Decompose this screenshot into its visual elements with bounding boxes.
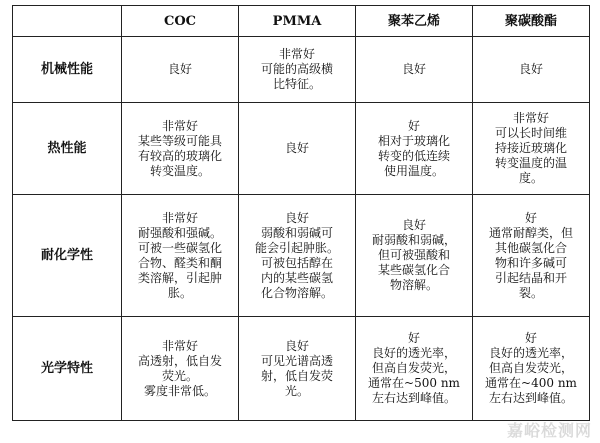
cell-line: 高透射，低自发 [137, 353, 222, 368]
cell-line: 胀。 [167, 285, 192, 300]
cell-line: 但可被强酸和 [377, 248, 450, 262]
cell-line: 好 [524, 210, 537, 225]
cell-line: 比特征。 [272, 77, 321, 91]
cell-line: 良好 [284, 338, 309, 353]
header-corner [13, 6, 122, 37]
cell-line: 好 [524, 331, 537, 345]
cell-line: 良好的透光率， [371, 346, 456, 360]
cell-line: 可被包括醇在 [260, 255, 333, 270]
cell-chemical-pmma [239, 195, 356, 317]
cell-line: 左右达到峰值。 [371, 391, 456, 405]
table-row-mechanical [13, 37, 590, 103]
cell-line: 相对于玻璃化 [377, 133, 450, 148]
cell-line: 通常在~400 nm [485, 376, 577, 390]
cell-line: 某些等级可能具 [137, 133, 222, 148]
cell-chemical-polycarbonate [473, 195, 590, 317]
cell-line: 转变的低连续 [377, 148, 450, 163]
cell-thermal-coc [122, 103, 239, 195]
cell-line: 物溶解。 [389, 278, 438, 292]
cell-line: 非常好 [161, 338, 198, 353]
cell-chemical-polystyrene [356, 195, 473, 317]
row-label-thermal: 热性能 [13, 103, 122, 195]
cell-line: 可能的高级横 [260, 62, 333, 76]
cell-optical-polycarbonate [473, 317, 590, 421]
cell-line: 通常耐醇类，但 [488, 225, 573, 240]
cell-line: 非常好 [512, 111, 549, 125]
cell-line: 非常好 [161, 210, 198, 225]
cell-thermal-polycarbonate [473, 103, 590, 195]
cell-line: 物和许多碱可 [494, 255, 567, 270]
cell-line: 转变温度的温 [494, 156, 567, 170]
header-pmma: PMMA [239, 6, 356, 37]
table-row-thermal [13, 103, 590, 195]
cell-thermal-polystyrene [356, 103, 473, 195]
cell-line: 裂。 [518, 285, 543, 300]
row-label-optical: 光学特性 [13, 317, 122, 421]
cell-line: 度。 [518, 171, 543, 185]
cell-mechanical-polycarbonate [473, 37, 590, 103]
cell-line: 使用温度。 [383, 163, 444, 178]
cell-line: 弱酸和弱碱可 [260, 225, 333, 240]
cell-line: 但高自发荧光， [371, 361, 456, 375]
cell-line: 转变温度。 [149, 163, 210, 178]
cell-line: 雾度非常低。 [143, 383, 216, 398]
row-label-chemical: 耐化学性 [13, 195, 122, 317]
cell-line: 其他碳氢化合 [494, 240, 567, 255]
cell-line: 良好 [284, 210, 309, 225]
table-row-chemical [13, 195, 590, 317]
cell-line: 可以长时间维 [494, 126, 567, 140]
header-polycarbonate: 聚碳酸酯 [473, 6, 590, 37]
cell-optical-pmma [239, 317, 356, 421]
cell-mechanical-pmma [239, 37, 356, 103]
cell-line: 引起结晶和开 [494, 270, 567, 285]
cell-line: 可被一些碳氢化 [137, 240, 222, 255]
cell-line: 某些碳氢化合 [377, 263, 450, 277]
cell-line: 耐弱酸和弱碱， [371, 233, 456, 247]
cell-line: 良好 [518, 62, 543, 76]
cell-line: 但高自发荧光， [488, 361, 573, 375]
cell-line: 通常在~500 nm [368, 376, 460, 390]
table-row-optical [13, 317, 590, 421]
cell-line: 良好 [284, 141, 309, 155]
cell-line: 合物、醛类和酮 [137, 255, 222, 270]
cell-line: 持接近玻璃化 [494, 141, 567, 155]
cell-line: 类溶解，引起肿 [137, 270, 222, 285]
watermark: 嘉峪检测网 [506, 421, 592, 440]
cell-thermal-pmma [239, 103, 356, 195]
cell-line: 良好 [401, 218, 426, 232]
header-row [13, 6, 590, 37]
cell-line: 良好的透光率， [488, 346, 573, 360]
cell-line: 内的某些碳氢 [260, 270, 333, 285]
cell-line: 好 [407, 118, 420, 133]
cell-line: 左右达到峰值。 [488, 391, 573, 405]
header-polystyrene: 聚苯乙烯 [356, 6, 473, 37]
cell-line: 光。 [284, 383, 309, 398]
cell-chemical-coc [122, 195, 239, 317]
cell-line: 良好 [401, 62, 426, 76]
cell-line: 可见光谱高透 [260, 353, 333, 368]
cell-optical-coc [122, 317, 239, 421]
cell-line: 化合物溶解。 [260, 285, 333, 300]
cell-line: 射，低自发荧 [260, 368, 333, 383]
comparison-table [12, 5, 590, 421]
cell-line: 能会引起肿胀。 [254, 240, 339, 255]
cell-line: 非常好 [161, 118, 198, 133]
cell-line: 荧光。 [161, 368, 198, 383]
cell-line: 好 [407, 331, 420, 345]
row-label-mechanical: 机械性能 [13, 37, 122, 103]
cell-mechanical-coc [122, 37, 239, 103]
cell-line: 良好 [167, 62, 192, 76]
header-coc: COC [122, 6, 239, 37]
cell-line: 有较高的玻璃化 [137, 148, 222, 163]
cell-optical-polystyrene [356, 317, 473, 421]
cell-mechanical-polystyrene [356, 37, 473, 103]
cell-line: 耐强酸和强碱。 [137, 225, 222, 240]
cell-line: 非常好 [278, 47, 315, 61]
